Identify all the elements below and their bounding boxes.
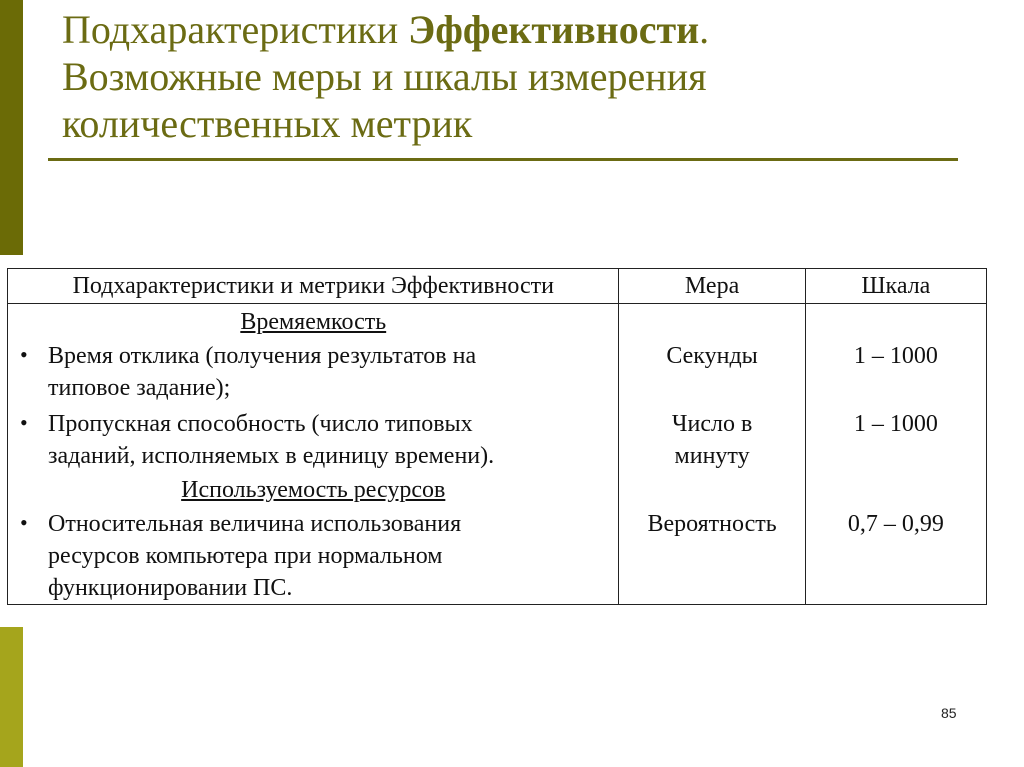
list-item-line: Время отклика (получения результатов на — [48, 343, 477, 369]
metrics-table-wrapper — [7, 268, 987, 605]
list-item-line: заданий, исполняемых в единицу времени). — [48, 443, 495, 469]
metrics-cell — [8, 304, 619, 605]
section-heading-time: Времяемкость — [240, 309, 387, 335]
scale-value: 1 – 1000 — [853, 411, 938, 437]
table-header-row — [8, 269, 987, 304]
bullet-icon: • — [20, 510, 28, 535]
decor-bar-top — [0, 0, 23, 255]
header-scale: Шкала — [805, 269, 986, 304]
list-item-line: ресурсов компьютера при нормальном — [48, 543, 443, 569]
measure-value: минуту — [674, 443, 750, 469]
list-item-line: Относительная величина использования — [48, 511, 462, 537]
title-line-2: Возможные меры и шкалы измерения — [62, 54, 707, 99]
measure-value: Секунды — [666, 343, 758, 369]
title-line-3: количественных метрик — [62, 101, 473, 146]
table-body-row — [8, 304, 987, 605]
list-item-line: Пропускная способность (число типовых — [48, 411, 473, 437]
decor-bar-bottom — [0, 627, 23, 767]
header-metrics: Подхарактеристики и метрики Эффективности — [8, 269, 619, 304]
title-line-1: Подхарактеристики Эффективности. — [62, 7, 710, 52]
bullet-icon: • — [20, 410, 28, 435]
title-underline — [48, 158, 958, 161]
page-number: 85 — [941, 705, 957, 721]
measure-cell — [619, 304, 805, 605]
slide-title — [62, 6, 962, 147]
scale-cell — [805, 304, 986, 605]
measure-value: Вероятность — [647, 511, 777, 537]
scale-value: 1 – 1000 — [853, 343, 938, 369]
section-heading-resources: Используемость ресурсов — [181, 477, 446, 503]
list-item-line: функционировании ПС. — [48, 575, 293, 601]
header-measure: Мера — [619, 269, 805, 304]
list-item-line: типовое задание); — [48, 375, 231, 401]
measure-value: Число в — [671, 411, 753, 437]
scale-value: 0,7 – 0,99 — [847, 511, 944, 537]
bullet-icon: • — [20, 342, 28, 367]
metrics-table — [7, 268, 987, 605]
